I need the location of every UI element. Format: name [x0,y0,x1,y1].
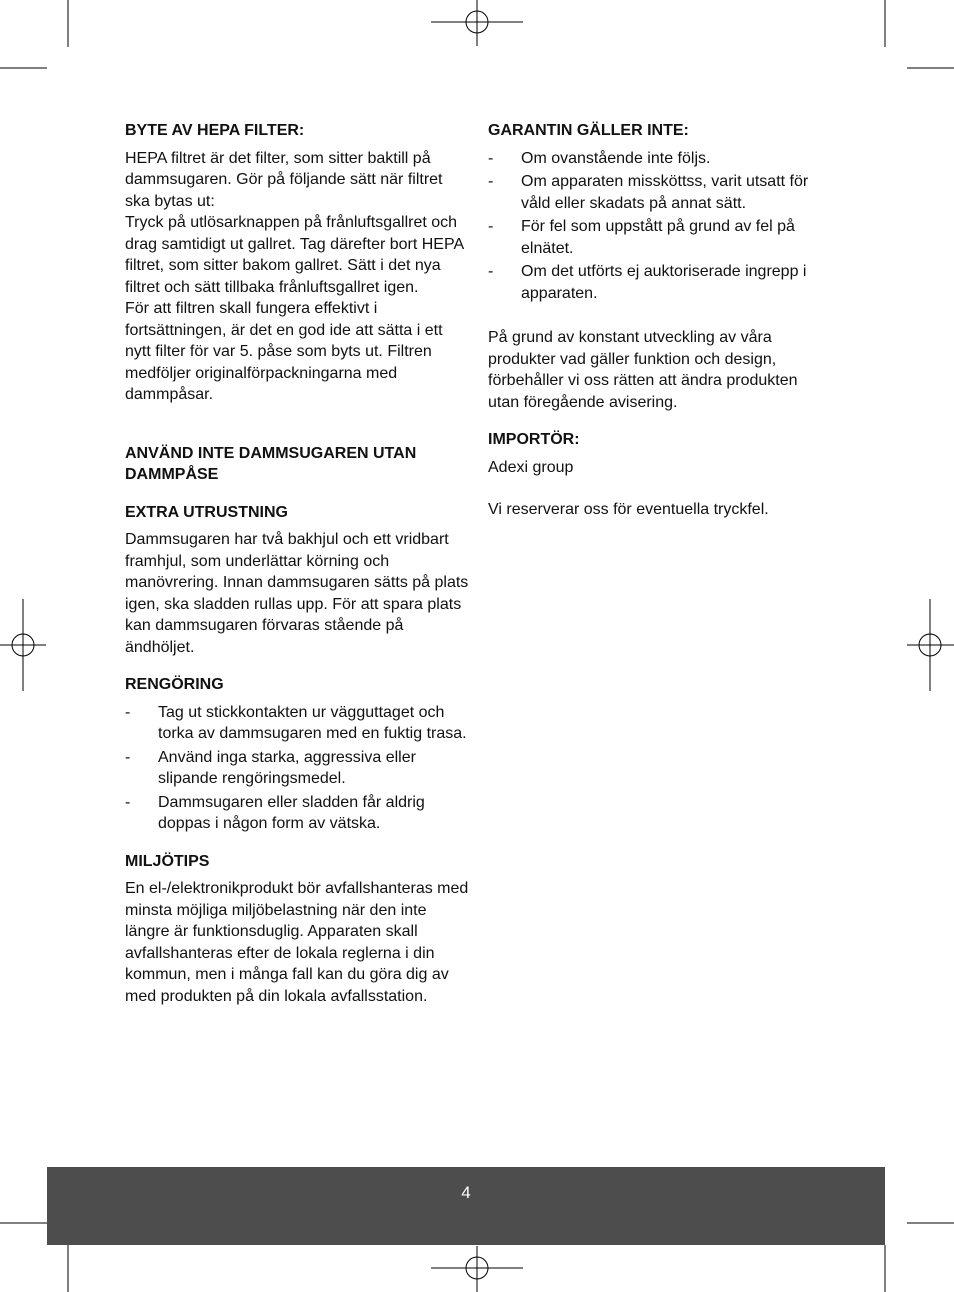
list-item-text: Dammsugaren eller sladden får aldrig doppas i någon form av vätska. [158,793,425,832]
list-item [488,171,833,214]
warranty-list [488,148,833,305]
cleaning-list [125,702,470,835]
disclaimer-section [488,327,833,413]
importer-name: Adexi group [488,458,574,476]
disclaimer-text: På grund av konstant utveckling av våra produkter vad gäller funktion och design, förbehåller vi oss rätten att ändra produkten utan föregående avisering. [488,329,798,411]
environment-section [125,851,470,1008]
hepa-paragraph: För att filtren skall fungera effektivt i fortsättningen, är det en god ide att sätta i ett nytt filter för var 5. påse som byts ut. Filtren medföljer originalförpackningarna med dammpåsar. [125,300,443,403]
list-item [125,792,470,835]
warranty-section [488,120,833,304]
list-item-text: Om apparaten missköttss, varit utsatt för våld eller skadats på annat sätt. [521,173,809,212]
list-item-text: För fel som uppstått på grund av fel på elnätet. [521,218,795,257]
importer-heading: IMPORTÖR: [488,431,580,448]
spacer [488,306,833,327]
warning-text: ANVÄND INTE DAMMSUGAREN UTAN DAMMPÅSE [125,444,417,483]
page-footer [47,1167,885,1245]
spacer [488,478,833,499]
list-item [125,702,470,745]
registration-mark [431,1246,523,1292]
right-column [488,120,833,521]
registration-mark [431,0,523,46]
page-number: 4 [461,1183,471,1202]
list-item-text: Använd inga starka, aggressiva eller slipande rengöringsmedel. [158,748,416,787]
dash-bullet: - [488,263,494,280]
cleaning-heading: RENGÖRING [125,676,224,693]
dash-bullet: - [488,218,494,235]
warranty-heading: GARANTIN GÄLLER INTE: [488,122,689,139]
registration-mark [0,599,46,691]
hepa-heading: BYTE AV HEPA FILTER: [125,122,305,139]
list-item-text: Tag ut stickkontakten ur vägguttaget och torka av dammsugaren med en fuktig trasa. [158,703,467,742]
list-item [488,216,833,259]
hepa-paragraph: HEPA filtret är det filter, som sitter baktill på dammsugaren. Gör på följande sätt när filtret ska bytas ut: [125,149,443,210]
hepa-section [125,120,470,406]
registration-mark [907,599,954,691]
dash-bullet: - [488,173,494,190]
environment-heading: MILJÖTIPS [125,852,210,870]
list-item-text: Om ovanstående inte följs. [521,149,711,167]
list-item-text: Om det utförts ej auktoriserade ingrepp i apparaten. [521,263,807,302]
dash-bullet: - [488,149,494,167]
list-item [125,747,470,790]
extra-heading: EXTRA UTRUSTNING [125,503,288,521]
environment-text: En el-/elektronikprodukt bör avfallshanteras med minsta möjliga miljöbelastning när den inte längre är funktionsduglig. Apparaten skall avfallshanteras efter de lokala reglerna i din kommun, men i många fall kan du göra dig av med produkten på din lokala avfallsstation. [125,880,469,1005]
extra-text: Dammsugaren har två bakhjul och ett vridbart framhjul, som underlättar körning och manövrering. Innan dammsugaren sätts på plats igen, ska sladden rullas upp. För att spara plats kan dammsugaren förvaras stående på ändhöljet. [125,531,469,656]
extra-section [125,502,470,659]
list-item [488,261,833,304]
importer-section [488,429,833,478]
left-column [125,120,470,1023]
dash-bullet: - [125,793,131,811]
typo-note: Vi reserverar oss för eventuella tryckfel. [488,501,769,518]
dash-bullet: - [125,703,131,721]
hepa-paragraph: Tryck på utlösarknappen på frånluftsgallret och drag samtidigt ut gallret. Tag därefter bort HEPA filtret, som sitter bakom gallret. Sätt i det nya filtret och sätt tillbaka frånluftsgallret igen. [125,214,464,296]
list-item [488,148,833,170]
spacer [125,422,470,443]
cleaning-section [125,674,470,835]
dash-bullet: - [125,748,131,766]
